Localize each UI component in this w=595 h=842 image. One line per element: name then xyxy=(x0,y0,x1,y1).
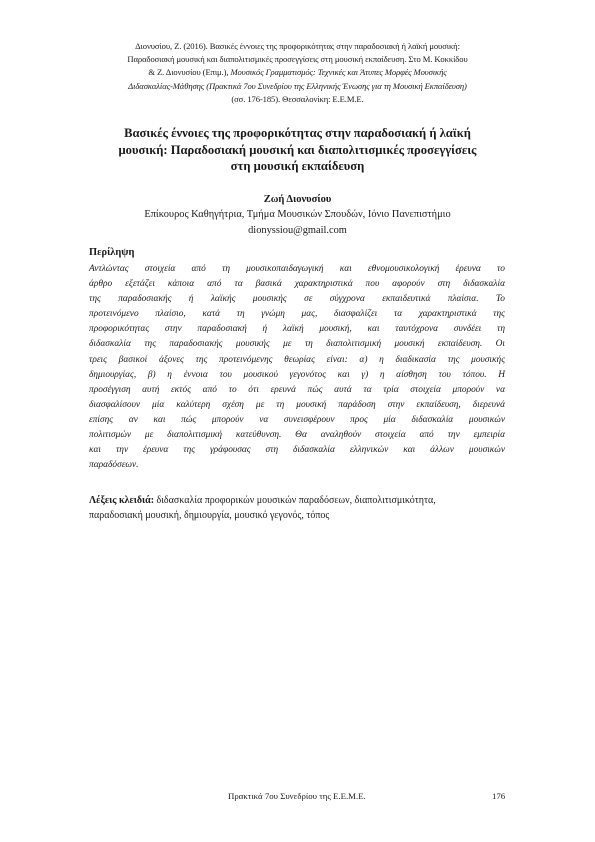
abstract-body xyxy=(89,262,505,473)
author-email: dionyssiou@gmail.com xyxy=(248,224,347,236)
abstract-line: προσέγγιση αυτή εκτός από το ότι ερευνά πώς αυτά τα τρία στοιχεία μπορούν να xyxy=(89,384,505,395)
abstract-line: και την έρευνα της γράφουσας στη διδασκαλία ελληνικών και άλλων μουσικών xyxy=(89,445,505,456)
author-affiliation: Επίκουρος Καθηγήτρια, Τμήμα Μουσικών Σπουδών, Ιόνιο Πανεπιστήμιο xyxy=(144,209,451,220)
citation-editors: & Ζ. Διονυσίου (Επιμ.), xyxy=(148,67,229,78)
page-number: 176 xyxy=(492,791,506,801)
keywords-list: διδασκαλία προφορικών μουσικών παραδόσεων, διαπολιτισμικότητα, xyxy=(156,495,436,506)
abstract-line: προτεινόμενο πλαίσιο, κατά τη γνώμη μας, διασφαλίζει τα χαρακτηριστικά της xyxy=(89,309,505,320)
abstract-line: διδασκαλία της παραδοσιακής μουσικής με τη διαπολιτισμική μουσική εκπαίδευση. Οι xyxy=(89,339,505,350)
citation-line: Διονυσίου, Ζ. (2016). Βασικές έννοιες της προφορικότητας στην παραδοσιακή ή λαϊκή μουσική: xyxy=(135,41,460,51)
keywords-label: Λέξεις κλειδιά: xyxy=(89,495,155,506)
citation-line xyxy=(82,80,513,93)
abstract-line: παραδόσεων. xyxy=(89,460,139,471)
abstract-line: επίσης αν και πώς μπορούν να συνεισφέρουν προς μία διδασκαλία μουσικών xyxy=(89,414,505,425)
keywords-block xyxy=(89,493,509,524)
keywords-line xyxy=(89,493,509,508)
citation-line: Παραδοσιακή μουσική και διαπολιτισμικές προσεγγίσεις στη μουσική εκπαίδευση. Στο Μ. Κοκκίδου xyxy=(127,54,468,65)
title-line: στη μουσική εκπαίδευση xyxy=(230,159,365,174)
abstract-line: προφορικότητας στην παραδοσιακή ή λαϊκή μουσική, και ταυτόχρονα συνδέει τη xyxy=(89,324,505,335)
abstract-line: πολιτισμών με διαπολιτισμική κατεύθυνση. Θα αναληθούν στοιχεία από την εμπειρία xyxy=(89,430,505,441)
abstract-line: Αντλώντας στοιχεία από τη μουσικοπαιδαγωγική και εθνομουσικολογική έρευνα το xyxy=(89,264,505,274)
author-name: Ζωή Διονυσίου xyxy=(263,194,332,205)
citation-line xyxy=(82,66,513,79)
paper-title xyxy=(70,125,525,175)
citation-book-title: Μουσικός Γραμματισμός: Τεχνικές και Άτυπες Μορφές Μουσικής xyxy=(230,67,447,78)
abstract-line: τρεις βασικοί άξονες της προτεινόμενης θεωρίας είναι: α) η διαδικασία της μουσικής xyxy=(89,354,505,365)
footer-proceedings: Πρακτικά 7ου Συνεδρίου της Ε.Ε.Μ.Ε. xyxy=(228,791,366,801)
title-line: Βασικές έννοιες της προφορικότητας στην παραδοσιακή ή λαϊκή xyxy=(124,126,471,140)
abstract-line: της παραδοσιακής ή λαϊκής μουσικής σε σύγχρονα εκπαιδευτικά πλαίσια. Το xyxy=(89,294,505,305)
citation-block xyxy=(82,40,513,106)
abstract-line: δημιουργίας, β) η έννοια του μουσικού γεγονότος και γ) η αίσθηση του τόπου. Η xyxy=(89,369,505,380)
citation-line: (σσ. 176-185). Θεσσαλονίκη: Ε.Ε.Μ.Ε. xyxy=(231,93,364,104)
title-line: μουσική: Παραδοσιακή μουσική και διαπολιτισμικές προσεγγίσεις xyxy=(118,142,477,157)
author-block xyxy=(60,192,535,238)
keywords-line: παραδοσιακή μουσική, δημιουργία, μουσικό γεγονός, τόπος xyxy=(89,510,330,522)
abstract-line: διασφαλίσουν μία καλύτερη σχέση με τη μουσική παράδοση στην εκπαίδευση, διερευνά xyxy=(89,399,505,410)
abstract-line: άρθρο εξετάζει κάποια από τα βασικά χαρακτηριστικά που αφορούν στη διδασκαλία xyxy=(89,279,505,290)
citation-proceedings: Διδασκαλίας-Μάθησης (Πρακτικά 7ου Συνεδρίου της Ελληνικής Ένωσης για τη Μουσική Εκπαίδευση) xyxy=(128,80,467,91)
abstract-heading: Περίληψη xyxy=(89,247,135,258)
